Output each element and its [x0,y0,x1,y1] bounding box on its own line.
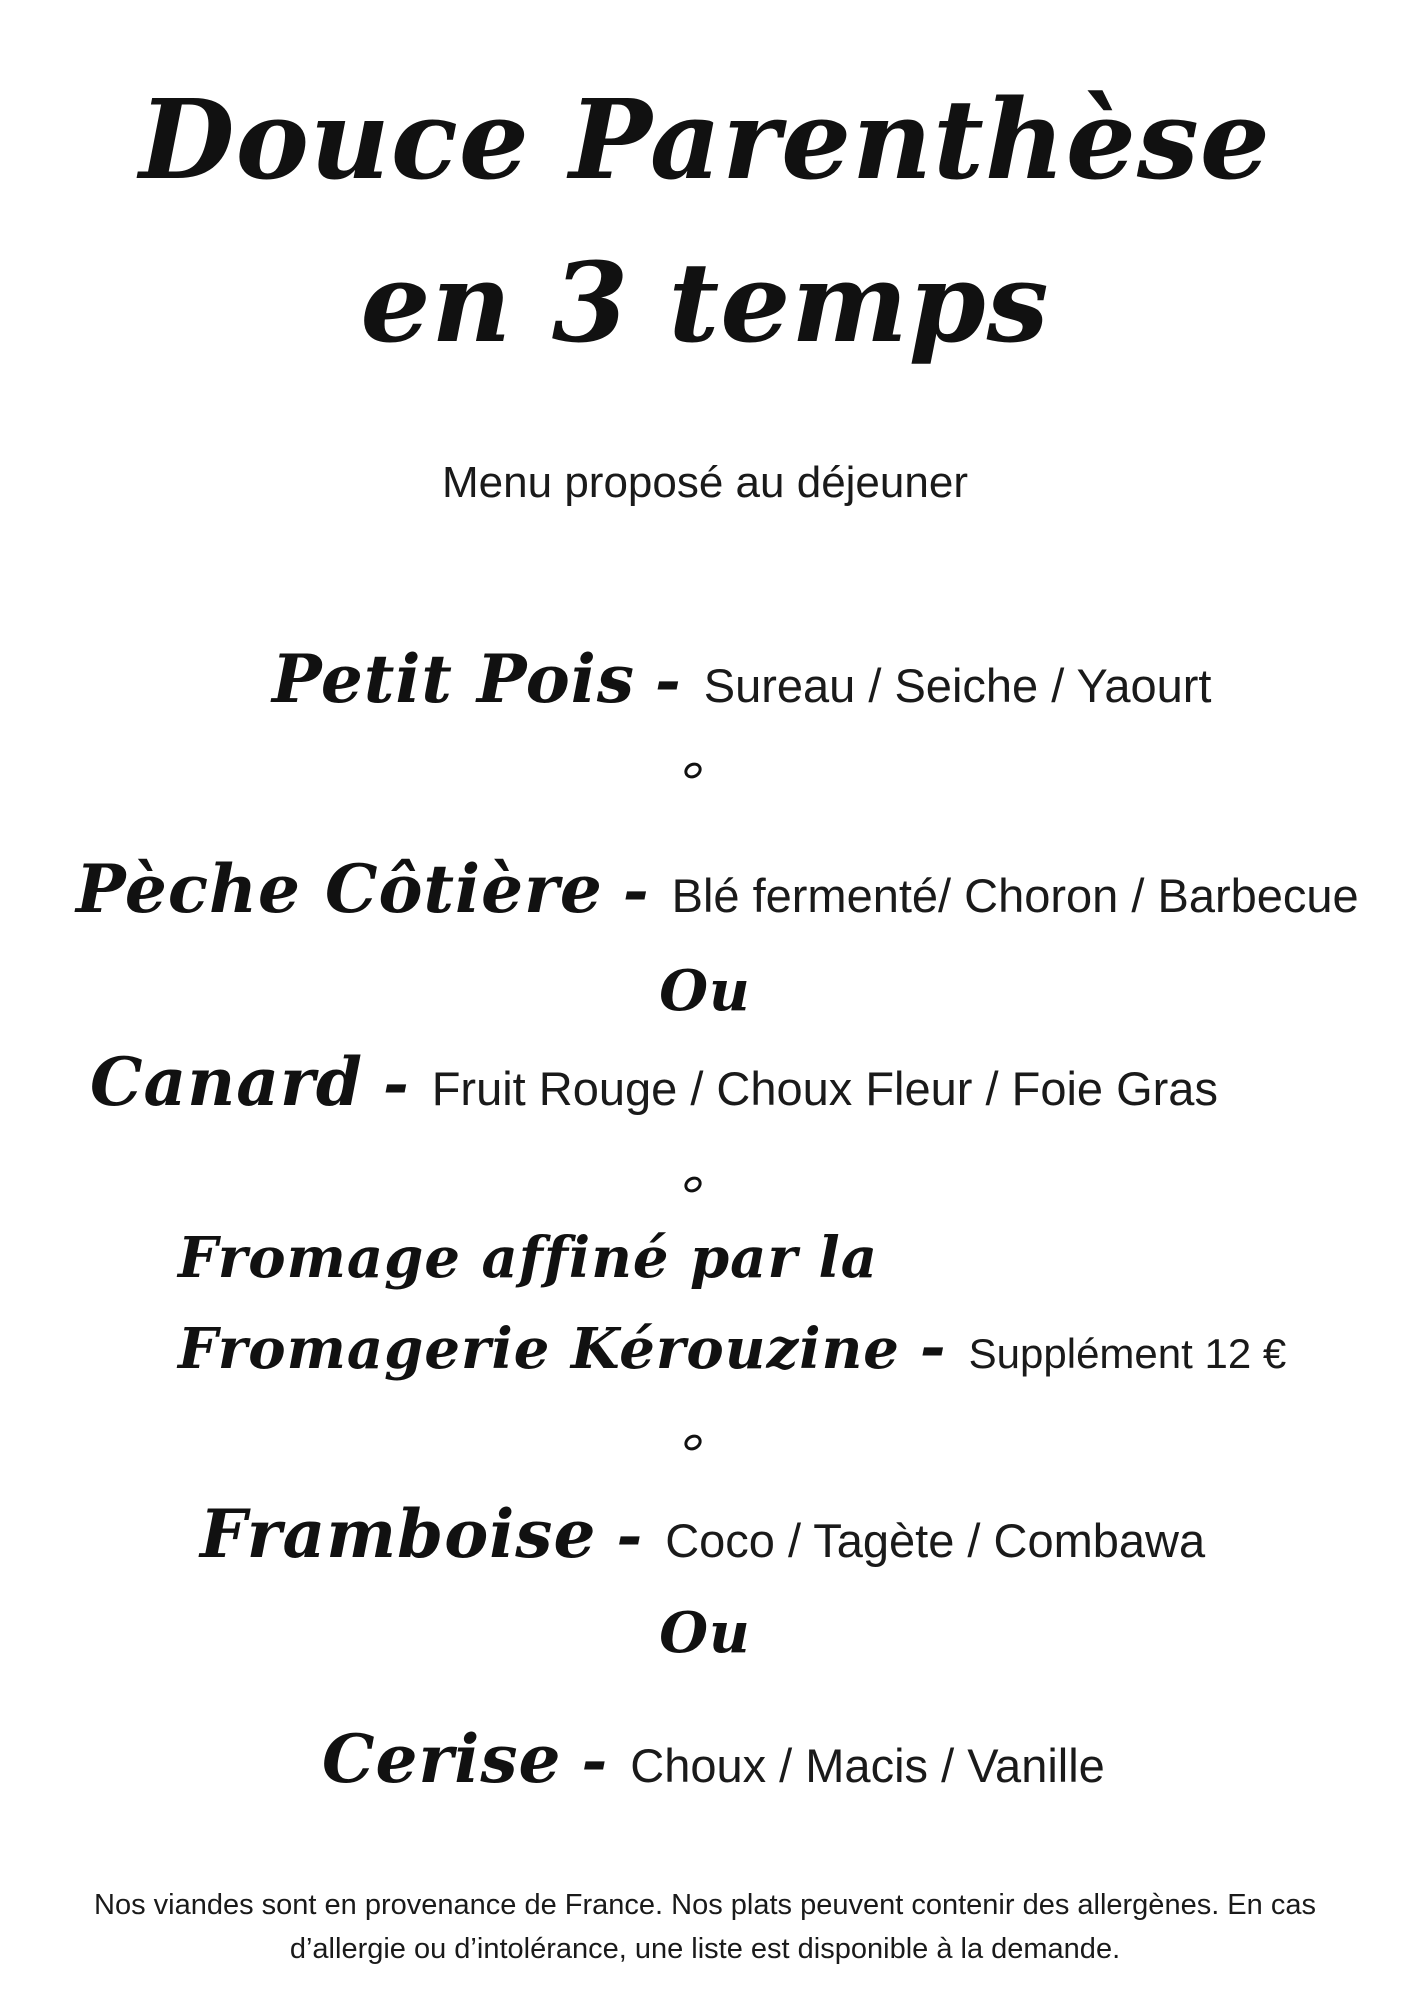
or-label: Ou [659,958,751,1024]
dish-description: Blé fermenté/ Choron / Barbecue [671,869,1359,922]
dish-description: Sureau / Seiche / Yaourt [703,659,1212,712]
menu-item-framboise [200,1495,1205,1573]
menu-title-line-1: Douce Parenthèse [139,75,1271,204]
dash-separator: - [654,644,682,717]
dish-name: Canard [90,1043,363,1121]
dish-name: Cerise [322,1720,562,1798]
course-divider-dot [681,1174,704,1196]
dish-name: Fromage affiné par la [178,1225,879,1291]
dish-name: Petit Pois [272,640,635,718]
menu-item-fromage-line-1 [178,1225,878,1291]
dish-name: Framboise [200,1495,597,1573]
course-divider-dot [681,760,704,782]
menu-item-canard [90,1043,1218,1121]
dish-description: Fruit Rouge / Choux Fleur / Foie Gras [431,1062,1218,1115]
dish-description: Choux / Macis / Vanille [630,1739,1105,1792]
dash-separator: - [919,1310,947,1383]
footer-line-2: d’allergie ou d’intolérance, une liste est disponible à la demande. [289,1933,1121,1965]
menu-item-petit-pois [272,640,1211,718]
dish-description: Coco / Tagète / Combawa [665,1514,1206,1567]
footer-line-1: Nos viandes sont en provenance de France. Nos plats peuvent contenir des allergènes. En cas [94,1889,1316,1921]
course-divider-dot [681,1432,704,1454]
menu-item-fromage-line-2 [178,1310,1286,1383]
dish-name: Fromagerie Kérouzine [178,1316,900,1382]
dash-separator: - [581,1724,609,1797]
menu-title-line-2: en 3 temps [360,238,1050,367]
dish-supplement: Supplément 12 € [968,1330,1287,1377]
menu-item-cerise [322,1720,1105,1798]
or-label: Ou [659,1600,751,1666]
menu-item-peche-cotiere [76,850,1359,928]
dish-name: Pèche Côtière [76,850,603,928]
dash-separator: - [622,854,650,927]
allergen-footer [0,1883,1410,1971]
menu-subtitle: Menu proposé au déjeuner [442,458,968,507]
dash-separator: - [382,1047,410,1120]
dash-separator: - [616,1499,644,1572]
